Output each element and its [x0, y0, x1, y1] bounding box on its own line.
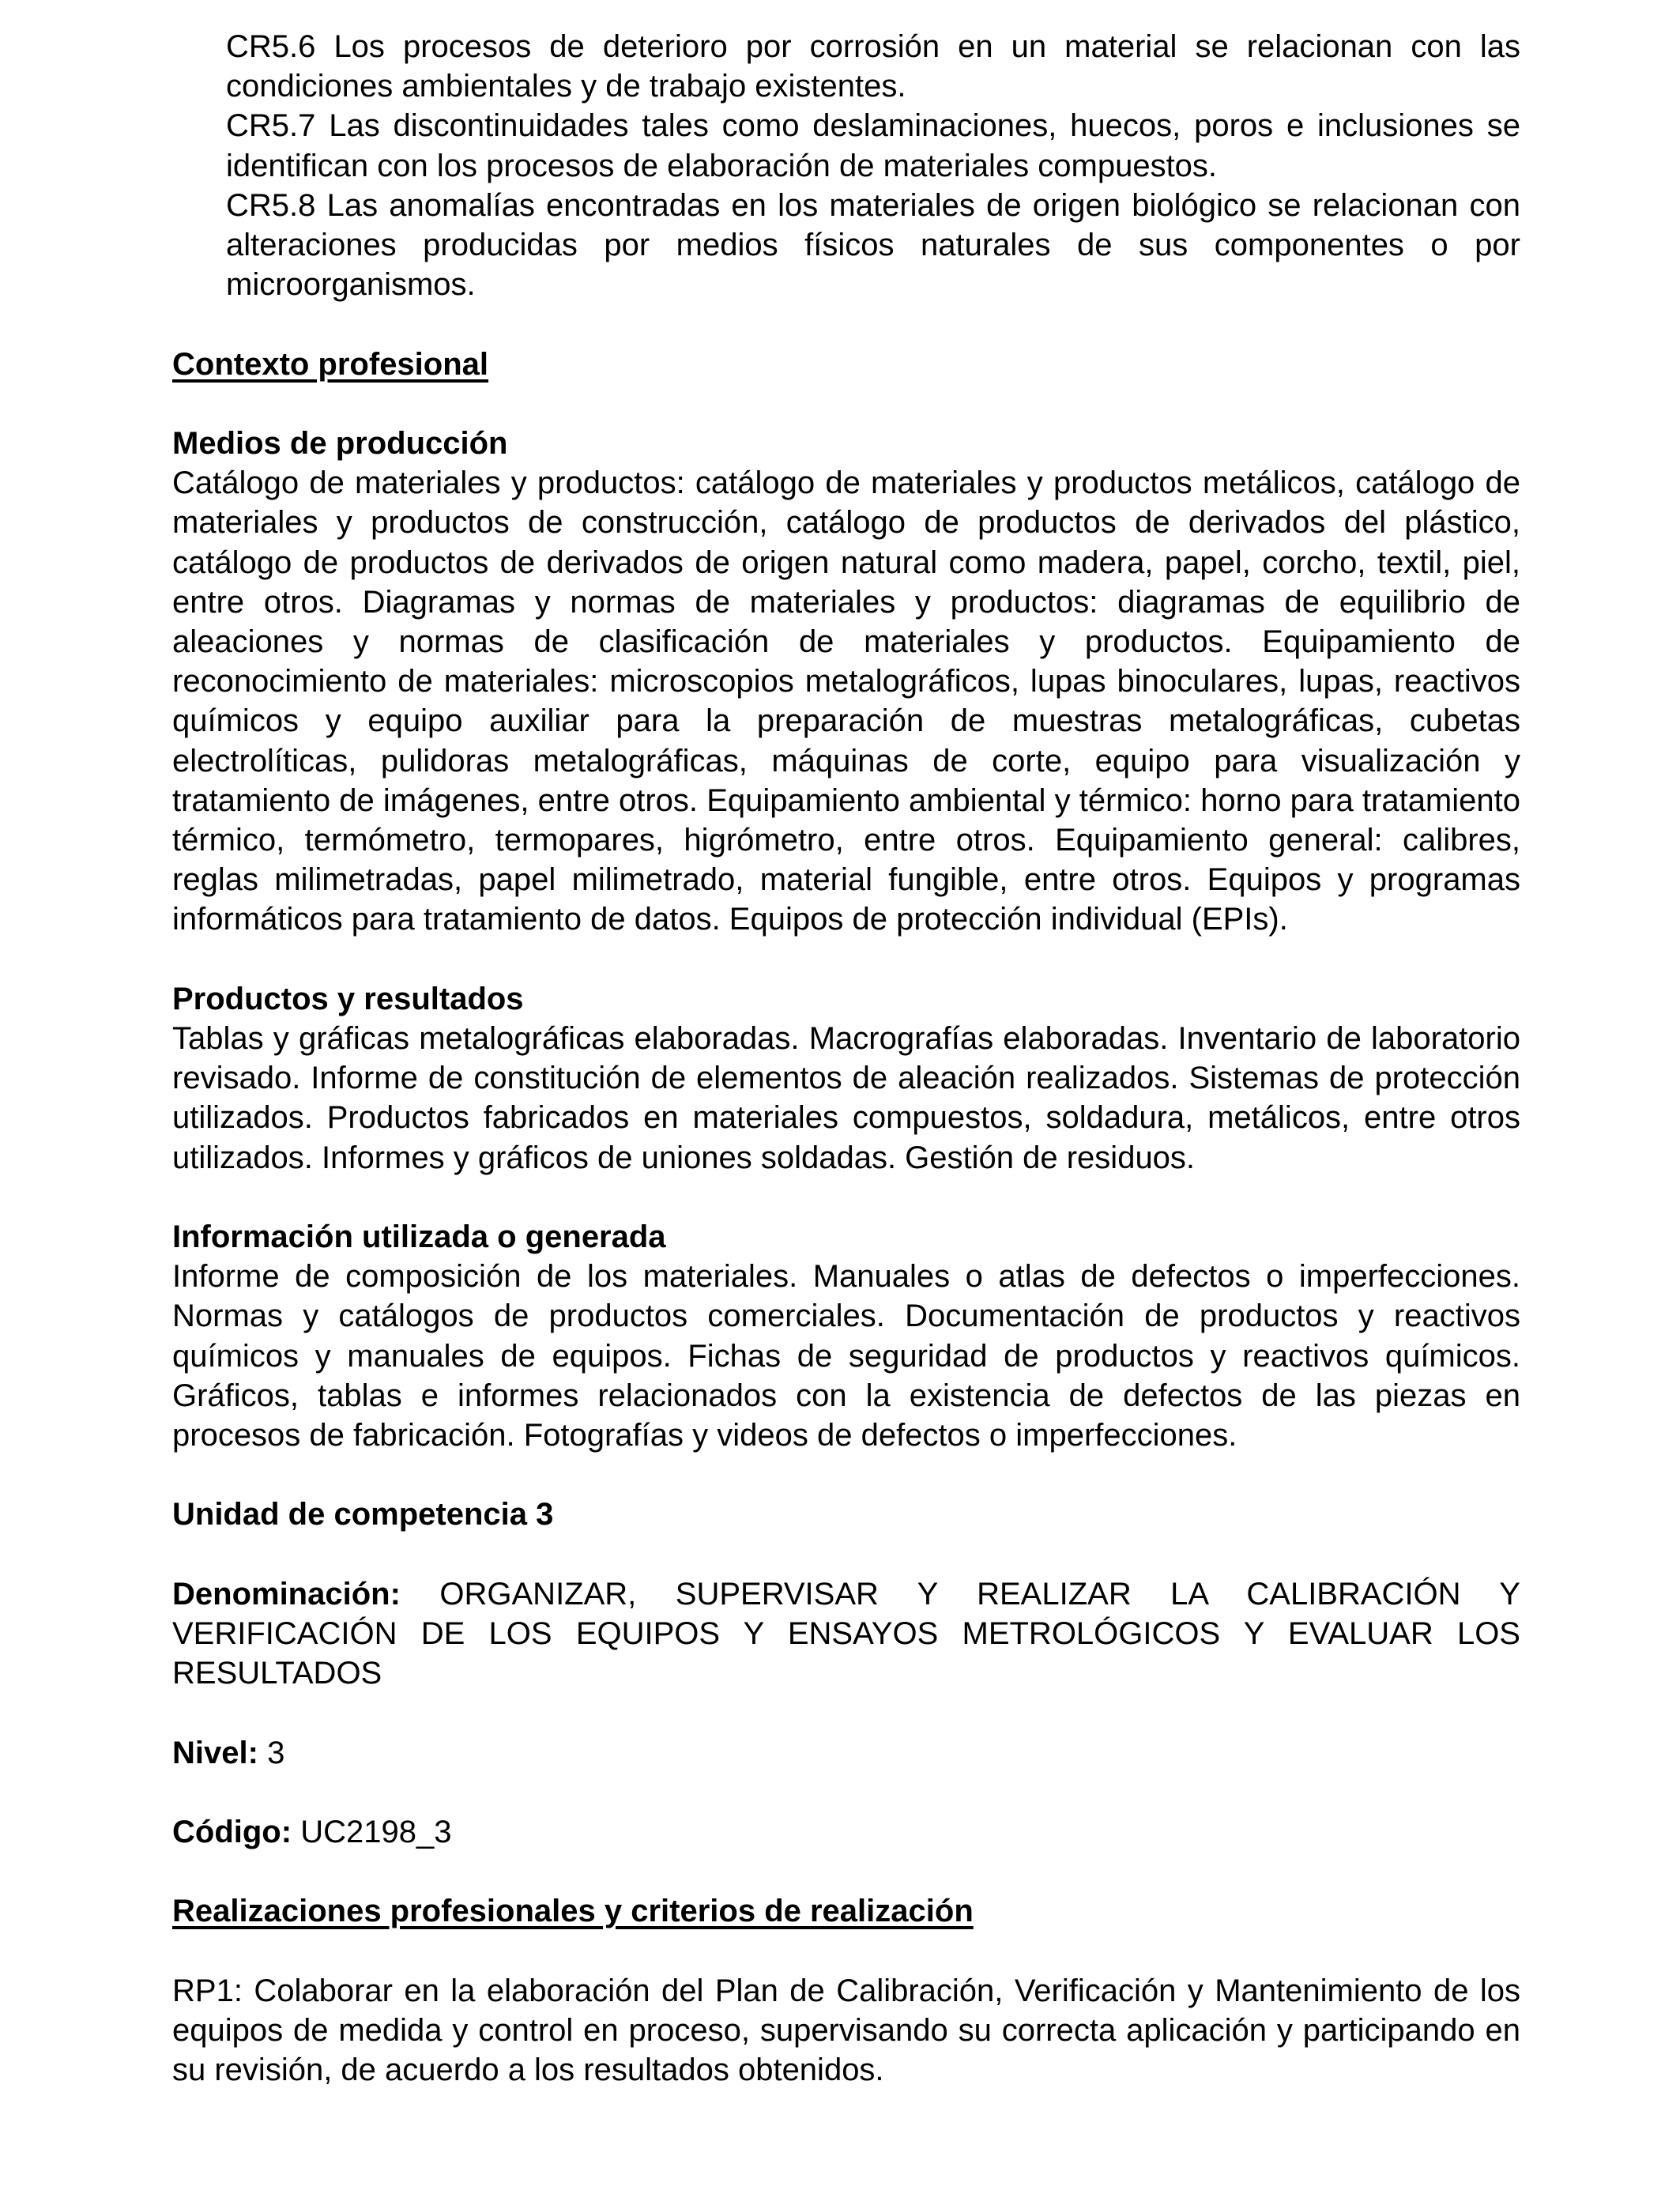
nivel-label: Nivel: — [172, 1735, 258, 1770]
unit-title: Unidad de competencia 3 — [172, 1497, 554, 1532]
criterion-cr5-7 — [226, 106, 1520, 185]
document-content — [172, 27, 1520, 2090]
heading-medios: Medios de producción — [172, 426, 508, 461]
criterion-text: Las discontinuidades tales como deslaminaciones, huecos, poros e inclusiones se identifican con los procesos de elaboración de materiales compuestos. — [226, 108, 1520, 183]
denominacion-label: Denominación: — [172, 1576, 401, 1612]
section-title-contexto: Contexto profesional — [172, 346, 489, 382]
paragraph-informacion: Informe de composición de los materiales. Manuales o atlas de defectos o imperfecciones. Normas y catálogos de productos comerciales. Documentación de productos y reactivos químicos y manuales de equipos. Fichas de seguridad de productos y reactivos químicos. Gráficos, tablas e informes relacionados con la existencia de defectos de las piezas en procesos de fabricación. Fotografías y videos de defectos o imperfecciones. — [172, 1259, 1520, 1453]
criterion-code: CR5.8 — [226, 187, 316, 223]
paragraph-medios: Catálogo de materiales y productos: catálogo de materiales y productos metálicos, catálogo de materiales y productos de construcción, catálogo de productos de derivados del plástico, catálogo de productos de derivados de origen natural como madera, papel, corcho, textil, piel, entre otros. Diagramas y normas de materiales y productos: diagramas de equilibrio de aleaciones y normas de clasificación de materiales y productos. Equipamiento de reconocimiento de materiales: microscopios metalográficos, lupas binoculares, lupas, reactivos químicos y equipo auxiliar para la preparación de muestras metalográficas, cubetas electrolíticas, pulidoras metalográficas, máquinas de corte, equipo para visualización y tratamiento de imágenes, entre otros. Equipamiento ambiental y térmico: horno para tratamiento térmico, termómetro, termopares, higrómetro, entre otros. Equipamiento general: calibres, reglas milimetradas, papel milimetrado, material fungible, entre otros. Equipos y programas informáticos para tratamiento de datos. Equipos de protección individual (EPIs). — [172, 466, 1520, 937]
codigo-value: UC2198_3 — [300, 1815, 452, 1850]
nivel — [172, 1733, 1520, 1773]
criteria-list — [172, 27, 1520, 304]
heading-informacion: Información utilizada o generada — [172, 1220, 666, 1255]
criterion-text: Los procesos de deterioro por corrosión en un material se relacionan con las condiciones ambientales y de trabajo existentes. — [226, 29, 1520, 104]
denominacion-value: ORGANIZAR, SUPERVISAR Y REALIZAR LA CALIBRACIÓN Y VERIFICACIÓN DE LOS EQUIPOS Y ENSAYOS METROLÓGICOS Y EVALUAR LOS RESULTADOS — [172, 1576, 1520, 1691]
codigo — [172, 1812, 1520, 1852]
paragraph-rp1: RP1: Colaborar en la elaboración del Plan de Calibración, Verificación y Mantenimiento de los equipos de medida y control en proceso, supervisando su correcta aplicación y participando en su revisión, de acuerdo a los resultados obtenidos. — [172, 1973, 1520, 2088]
paragraph-productos: Tablas y gráficas metalográficas elaboradas. Macrografías elaboradas. Inventario de laboratorio revisado. Informe de constitución de elementos de aleación realizados. Sistemas de protección utilizados. Productos fabricados en materiales compuestos, soldadura, metálicos, entre otros utilizados. Informes y gráficos de uniones soldadas. Gestión de residuos. — [172, 1021, 1520, 1175]
criterion-cr5-8 — [226, 186, 1520, 305]
criterion-code: CR5.6 — [226, 29, 316, 64]
criterion-text: Las anomalías encontradas en los materiales de origen biológico se relacionan con alteraciones producidas por medios físicos naturales de sus componentes o por microorganismos. — [226, 187, 1520, 303]
heading-productos: Productos y resultados — [172, 981, 524, 1016]
codigo-label: Código: — [172, 1815, 292, 1850]
denominacion — [172, 1574, 1520, 1694]
criterion-code: CR5.7 — [226, 108, 316, 144]
criterion-cr5-6 — [226, 27, 1520, 106]
nivel-value: 3 — [267, 1735, 285, 1770]
section-title-realizaciones: Realizaciones profesionales y criterios de realización — [172, 1894, 974, 1929]
